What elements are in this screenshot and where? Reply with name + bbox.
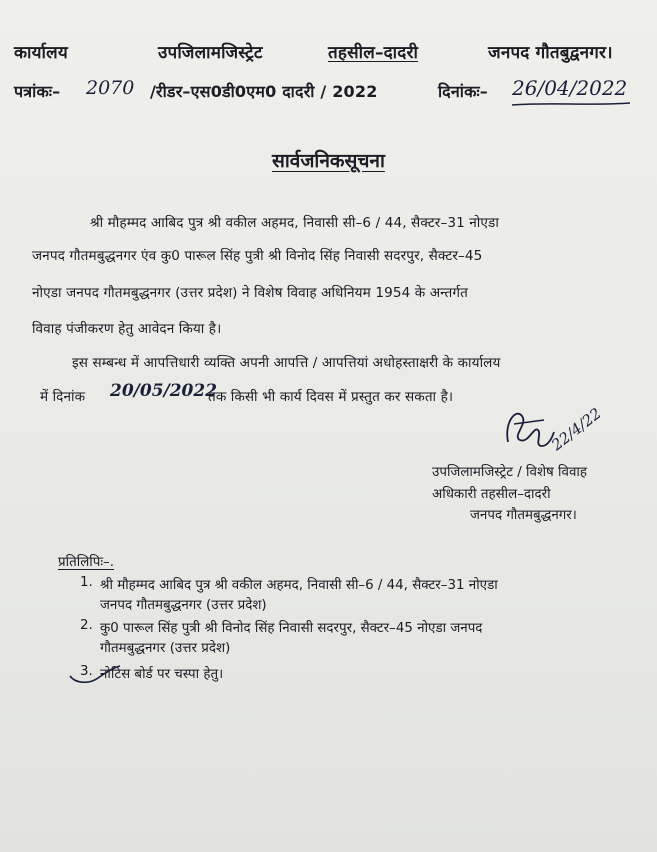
officer-signature — [498, 402, 558, 458]
pen-tick-mark — [66, 664, 122, 688]
copy-item-number: 3. — [80, 664, 93, 679]
paragraph-line: श्री मौहम्मद आबिद पुत्र श्री वकील अहमद, निवासी सी–6 / 44, सैक्टर–31 नोएडा — [90, 215, 499, 231]
copy-item-line: जनपद गौतमबुद्धनगर (उत्तर प्रदेश) — [100, 598, 267, 613]
date-label: दिनांकः– — [438, 82, 488, 101]
paragraph-line: नोएडा जनपद गौतमबुद्धनगर (उत्तर प्रदेश) ने विशेष विवाह अधिनियम 1954 के अन्तर्गत — [32, 285, 468, 301]
tehsil-label: तहसील–दादरी — [328, 43, 419, 63]
paragraph-line: जनपद गौतमबुद्धनगर एंव कु0 पारूल सिंह पुत्री श्री विनोद सिंह निवासी सदरपुर, सैक्टर–45 — [32, 248, 483, 264]
copy-item-number: 1. — [80, 575, 93, 590]
paragraph-line-suffix: तक किसी भी कार्य दिवस में प्रस्तुत कर सकता है। — [208, 389, 454, 405]
signatory-line-2: अधिकारी तहसील–दादरी — [432, 487, 551, 502]
sdm-label: उपजिलामजिस्ट्रेट — [158, 43, 263, 63]
objection-deadline-date: 20/05/2022 — [110, 381, 218, 401]
district-label: जनपद गौतबुद्वनगर। — [488, 43, 613, 63]
notice-title: सार्वजनिकसूचना — [272, 150, 385, 172]
signature-date-handwritten: 22/4/22 — [548, 404, 605, 455]
date-underline-stroke — [510, 100, 632, 108]
signatory-line-3: जनपद गौतमबुद्धनगर। — [470, 508, 577, 523]
date-handwritten: 26/04/2022 — [512, 76, 628, 100]
copy-item-line: श्री मौहम्मद आबिद पुत्र श्री वकील अहमद, निवासी सी–6 / 44, सैक्टर–31 नोएडा — [100, 578, 498, 593]
letter-number-label: पत्रांकः– — [14, 82, 61, 101]
copy-item-line: कु0 पारूल सिंह पुत्री श्री विनोद सिंह निवासी सदरपुर, सैक्टर–45 नोएडा जनपद — [100, 621, 483, 636]
signatory-line-1: उपजिलामजिस्ट्रेट / विशेष विवाह — [432, 465, 587, 480]
copy-item-line: गौतमबुद्धनगर (उत्तर प्रदेश) — [100, 641, 231, 656]
letter-number-handwritten: 2070 — [86, 77, 135, 99]
reference-code: /रीडर–एस0डी0एम0 दादरी / 2022 — [150, 82, 378, 101]
copy-to-label: प्रतिलिपिः–. — [58, 555, 114, 570]
paragraph-line: विवाह पंजीकरण हेतु आवेदन किया है। — [32, 321, 222, 337]
office-label: कार्यालय — [14, 43, 68, 63]
copy-item-number: 2. — [80, 618, 93, 633]
paragraph-line: इस सम्बन्ध में आपत्तिधारी व्यक्ति अपनी आपत्ति / आपत्तियां अधोहस्ताक्षरी के कार्यालय — [72, 355, 501, 371]
paragraph-line-prefix: में दिनांक — [40, 389, 86, 405]
copy-item-line: नोटिस बोर्ड पर चस्पा हेतु। — [100, 667, 224, 682]
